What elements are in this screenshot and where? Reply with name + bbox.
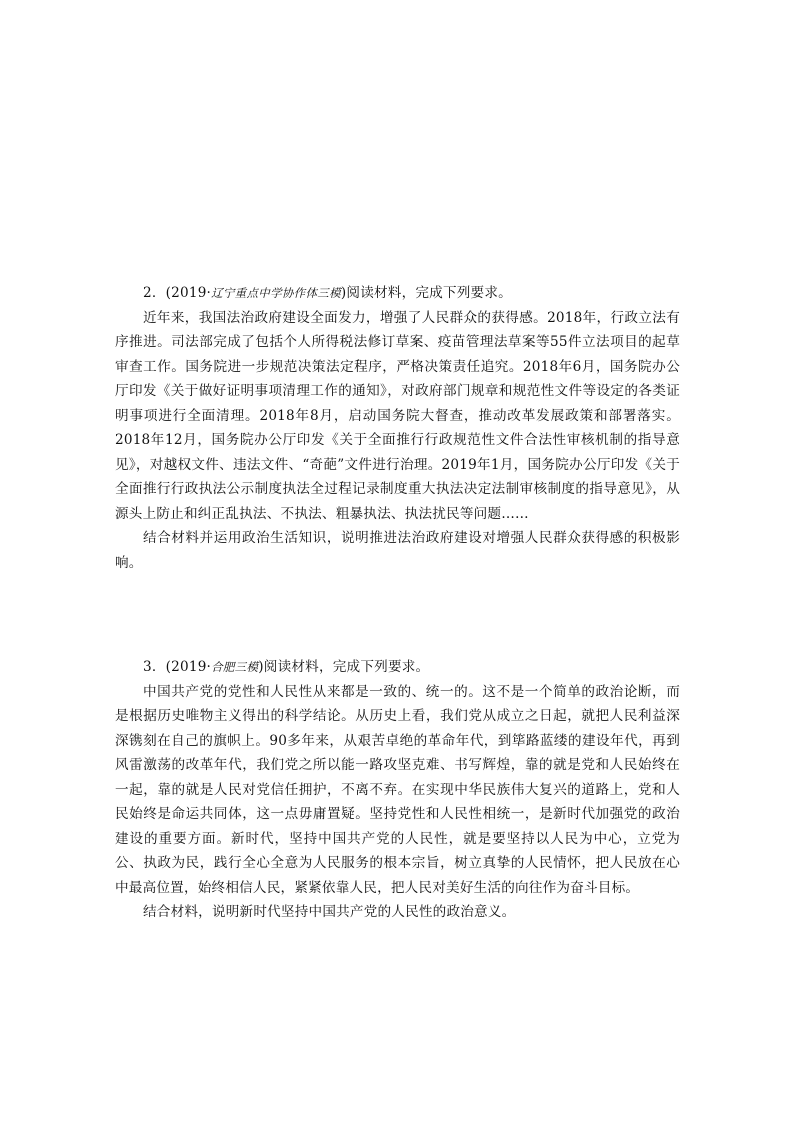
question-header [115,655,680,680]
source-name: 辽宁重点中学协作体三模 [211,286,341,300]
question-prompt: 结合材料，说明新时代坚持中国共产党的人民性的政治意义。 [143,904,516,920]
question-3 [115,655,680,925]
source-open: (2019· [165,285,212,301]
question-2 [115,281,680,575]
source-close: ) [340,285,347,301]
question-number: 2． [143,285,166,301]
instruction: 阅读材料，完成下列要求。 [346,285,512,301]
question-header [115,281,680,306]
question-prompt: 结合材料并运用政治生活知识，说明推进法治政府建设对增强人民群众获得感的积极影响。 [115,530,680,571]
source-open: (2019· [165,659,212,675]
instruction: 阅读材料，完成下列要求。 [263,659,430,675]
source-close: ) [258,659,264,675]
question-number: 3． [143,659,166,675]
material-paragraph: 近年来，我国法治政府建设全面发力，增强了人民群众的获得感。2018年，行政立法有序推进。司法部完成了包括个人所得税法修订草案、疫苗管理法草案等55件立法项目的起草审查工作。国务院进一步规范决策法定程序，严格决策责任追究。2018年6月，国务院办公厅印发《关于做好证明事项清理工作的通知》，对政府部门规章和规范性文件等设定的各类证明事项进行全面清理。2018年8月，启动国务院大督查，推动改革发展政策和部署落实。2018年12月，国务院办公厅印发《关于全面推行行政规范性文件合法性审核机制的指导意见》，对越权文件、违法文件、“奇葩”文件进行治理。2019年1月，国务院办公厅印发《关于全面推行行政执法公示制度执法全过程记录制度重大执法决定法制审核制度的指导意见》，从源头上防止和纠正乱执法、不执法、粗暴执法、执法扰民等问题…… [115,309,680,522]
source-name: 合肥三模 [211,660,259,674]
material-paragraph: 中国共产党的党性和人民性从来都是一致的、统一的。这不是一个简单的政治论断，而是根据历史唯物主义得出的科学结论。从历史上看，我们党从成立之日起，就把人民利益深深镌刻在自己的旗帜上。90多年来，从艰苦卓绝的革命年代，到筚路蓝缕的建设年代，再到风雷激荡的改革年代，我们党之所以能一路攻坚克难、书写辉煌，靠的就是党和人民始终在一起，靠的就是人民对党信任拥护，不离不弃。在实现中华民族伟大复兴的道路上，党和人民始终是命运共同体，这一点毋庸置疑。坚持党性和人民性相统一，是新时代加强党的政治建设的重要方面。新时代，坚持中国共产党的人民性，就是要坚持以人民为中心，立党为公、执政为民，践行全心全意为人民服务的根本宗旨，树立真挚的人民情怀，把人民放在心中最高位置，始终相信人民，紧紧依靠人民，把人民对美好生活的向往作为奋斗目标。 [115,683,680,896]
